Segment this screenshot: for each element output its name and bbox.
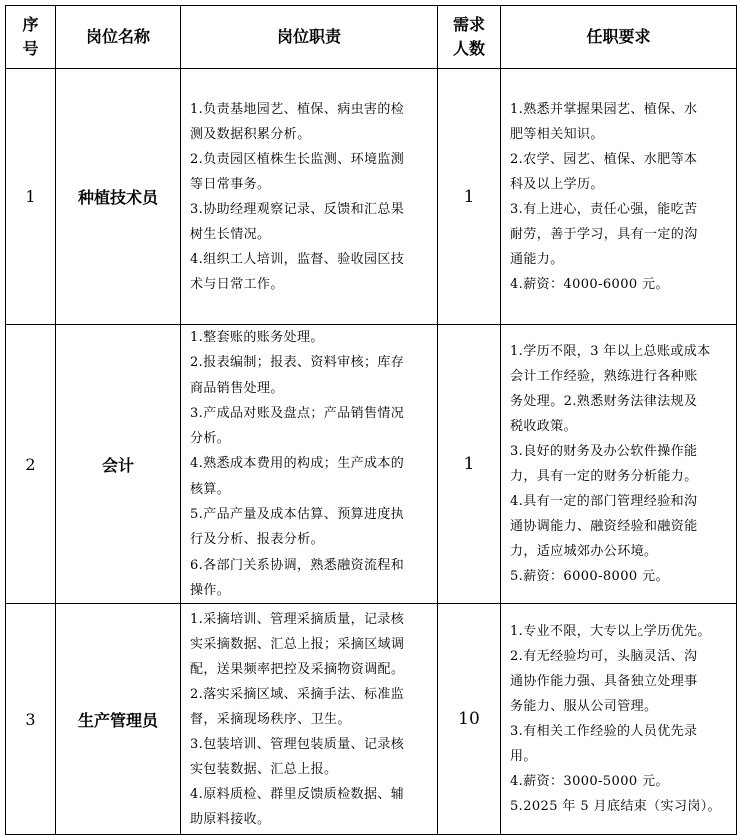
text-line: 4.原料质检、群里反馈质检数据、辅 bbox=[190, 786, 405, 802]
job-postings-table bbox=[5, 5, 737, 835]
table-row bbox=[6, 325, 737, 604]
text-line: 1.负责基地园艺、植保、病虫害的检 bbox=[190, 101, 405, 117]
row-seq: 2 bbox=[6, 325, 56, 604]
text-line: 等日常事务。 bbox=[190, 176, 271, 192]
text-line: 商品销售处理。 bbox=[190, 380, 284, 396]
text-line: 3.有相关工作经验的人员优先录 bbox=[510, 724, 698, 740]
text-line: 5.2025 年 5 月底结束（实习岗）。 bbox=[510, 799, 722, 815]
text-line: 务处理。2.熟悉财务法律法规及 bbox=[510, 394, 698, 410]
header-duties: 岗位职责 bbox=[181, 6, 438, 69]
header-headcount: 需求人数 bbox=[438, 6, 501, 69]
text-line: 用。 bbox=[510, 749, 537, 765]
text-line: 税收政策。 bbox=[510, 419, 578, 435]
duties-cell bbox=[181, 325, 438, 604]
table-row bbox=[6, 604, 737, 835]
text-line: 通协调能力、融资经验和融资能 bbox=[510, 519, 698, 535]
text-line: 树生长情况。 bbox=[190, 226, 271, 242]
text-line: 3.产成品对账及盘点；产品销售情况 bbox=[190, 405, 405, 421]
text-line: 耐劳，善于学习，具有一定的沟 bbox=[510, 226, 698, 242]
requirements-cell bbox=[501, 325, 737, 604]
text-line: 6.各部门关系协调，熟悉融资流程和 bbox=[190, 557, 405, 573]
requirements-cell bbox=[501, 69, 737, 325]
text-line: 3.包装培训、管理包装质量、记录核 bbox=[190, 736, 405, 752]
text-line: 助原料接收。 bbox=[190, 811, 271, 827]
position-name: 生产管理员 bbox=[56, 604, 181, 835]
text-line: 4.薪资：4000-6000 元。 bbox=[510, 276, 669, 292]
requirements-list bbox=[501, 97, 736, 297]
text-line: 4.具有一定的部门管理经验和沟 bbox=[510, 494, 698, 510]
text-line: 5.产品产量及成本估算、预算进度执 bbox=[190, 507, 405, 523]
text-line: 3.有上进心，责任心强，能吃苦 bbox=[510, 201, 698, 217]
text-line: 力，适应城郊办公环境。 bbox=[510, 544, 658, 560]
text-line: 务能力、服从公司管理。 bbox=[510, 699, 658, 715]
text-line: 3.良好的财务及办公软件操作能 bbox=[510, 444, 698, 460]
duties-list bbox=[181, 97, 437, 297]
text-line: 2.报表编制；报表、资料审核；库存 bbox=[190, 355, 405, 371]
requirements-cell bbox=[501, 604, 737, 835]
row-seq: 1 bbox=[6, 69, 56, 325]
row-seq: 3 bbox=[6, 604, 56, 835]
text-line: 核算。 bbox=[190, 481, 231, 497]
header-position-name: 岗位名称 bbox=[56, 6, 181, 69]
text-line: 2.农学、园艺、植保、水肥等本 bbox=[510, 151, 698, 167]
text-line: 实采摘数据、汇总上报；采摘区域调 bbox=[190, 636, 405, 652]
text-line: 1.学历不限，3 年以上总账或成本 bbox=[510, 344, 711, 360]
text-line: 2.有无经验均可，头脑灵活、沟 bbox=[510, 649, 698, 665]
text-line: 4.熟悉成本费用的构成；生产成本的 bbox=[190, 456, 405, 472]
text-line: 1.整套账的账务处理。 bbox=[190, 330, 324, 345]
text-line: 督，采摘现场秩序、卫生。 bbox=[190, 711, 351, 727]
text-line: 通能力。 bbox=[510, 251, 564, 267]
text-line: 术与日常工作。 bbox=[190, 276, 284, 292]
requirements-list bbox=[501, 339, 736, 589]
text-line: 通协作能力强、具备独立处理事 bbox=[510, 674, 698, 690]
text-line: 行及分析、报表分析。 bbox=[190, 532, 325, 548]
text-line: 1.熟悉并掌握果园艺、植保、水 bbox=[510, 101, 698, 117]
text-line: 分析。 bbox=[190, 431, 231, 447]
duties-cell bbox=[181, 69, 438, 325]
header-seq: 序号 bbox=[6, 6, 56, 69]
position-name: 会计 bbox=[56, 325, 181, 604]
headcount: 1 bbox=[438, 69, 501, 325]
text-line: 测及数据积累分析。 bbox=[190, 126, 311, 142]
text-line: 操作。 bbox=[190, 582, 231, 598]
header-requirements: 任职要求 bbox=[501, 6, 737, 69]
headcount: 1 bbox=[438, 325, 501, 604]
text-line: 会计工作经验，熟练进行各种账 bbox=[510, 369, 698, 385]
text-line: 2.落实采摘区域、采摘手法、标准监 bbox=[190, 686, 405, 702]
text-line: 配，送果频率把控及采摘物资调配。 bbox=[190, 661, 405, 677]
text-line: 3.协助经理观察记录、反馈和汇总果 bbox=[190, 201, 405, 217]
table-header-row bbox=[6, 6, 737, 69]
duties-list bbox=[181, 607, 437, 832]
text-line: 科及以上学历。 bbox=[510, 176, 604, 192]
requirements-list bbox=[501, 619, 736, 819]
duties-list bbox=[181, 325, 437, 603]
text-line: 1.采摘培训、管理采摘质量，记录核 bbox=[190, 611, 405, 627]
text-line: 肥等相关知识。 bbox=[510, 126, 604, 142]
table-row bbox=[6, 69, 737, 325]
position-name: 种植技术员 bbox=[56, 69, 181, 325]
text-line: 5.薪资：6000-8000 元。 bbox=[510, 569, 669, 585]
duties-cell bbox=[181, 604, 438, 835]
text-line: 实包装数据、汇总上报。 bbox=[190, 761, 338, 777]
text-line: 1.专业不限，大专以上学历优先。 bbox=[510, 624, 711, 640]
text-line: 力，具有一定的财务分析能力。 bbox=[510, 469, 698, 485]
text-line: 4.组织工人培训，监督、验收园区技 bbox=[190, 251, 405, 267]
headcount: 10 bbox=[438, 604, 501, 835]
text-line: 4.薪资：3000-5000 元。 bbox=[510, 774, 669, 790]
text-line: 2.负责园区植株生长监测、环境监测 bbox=[190, 151, 405, 167]
